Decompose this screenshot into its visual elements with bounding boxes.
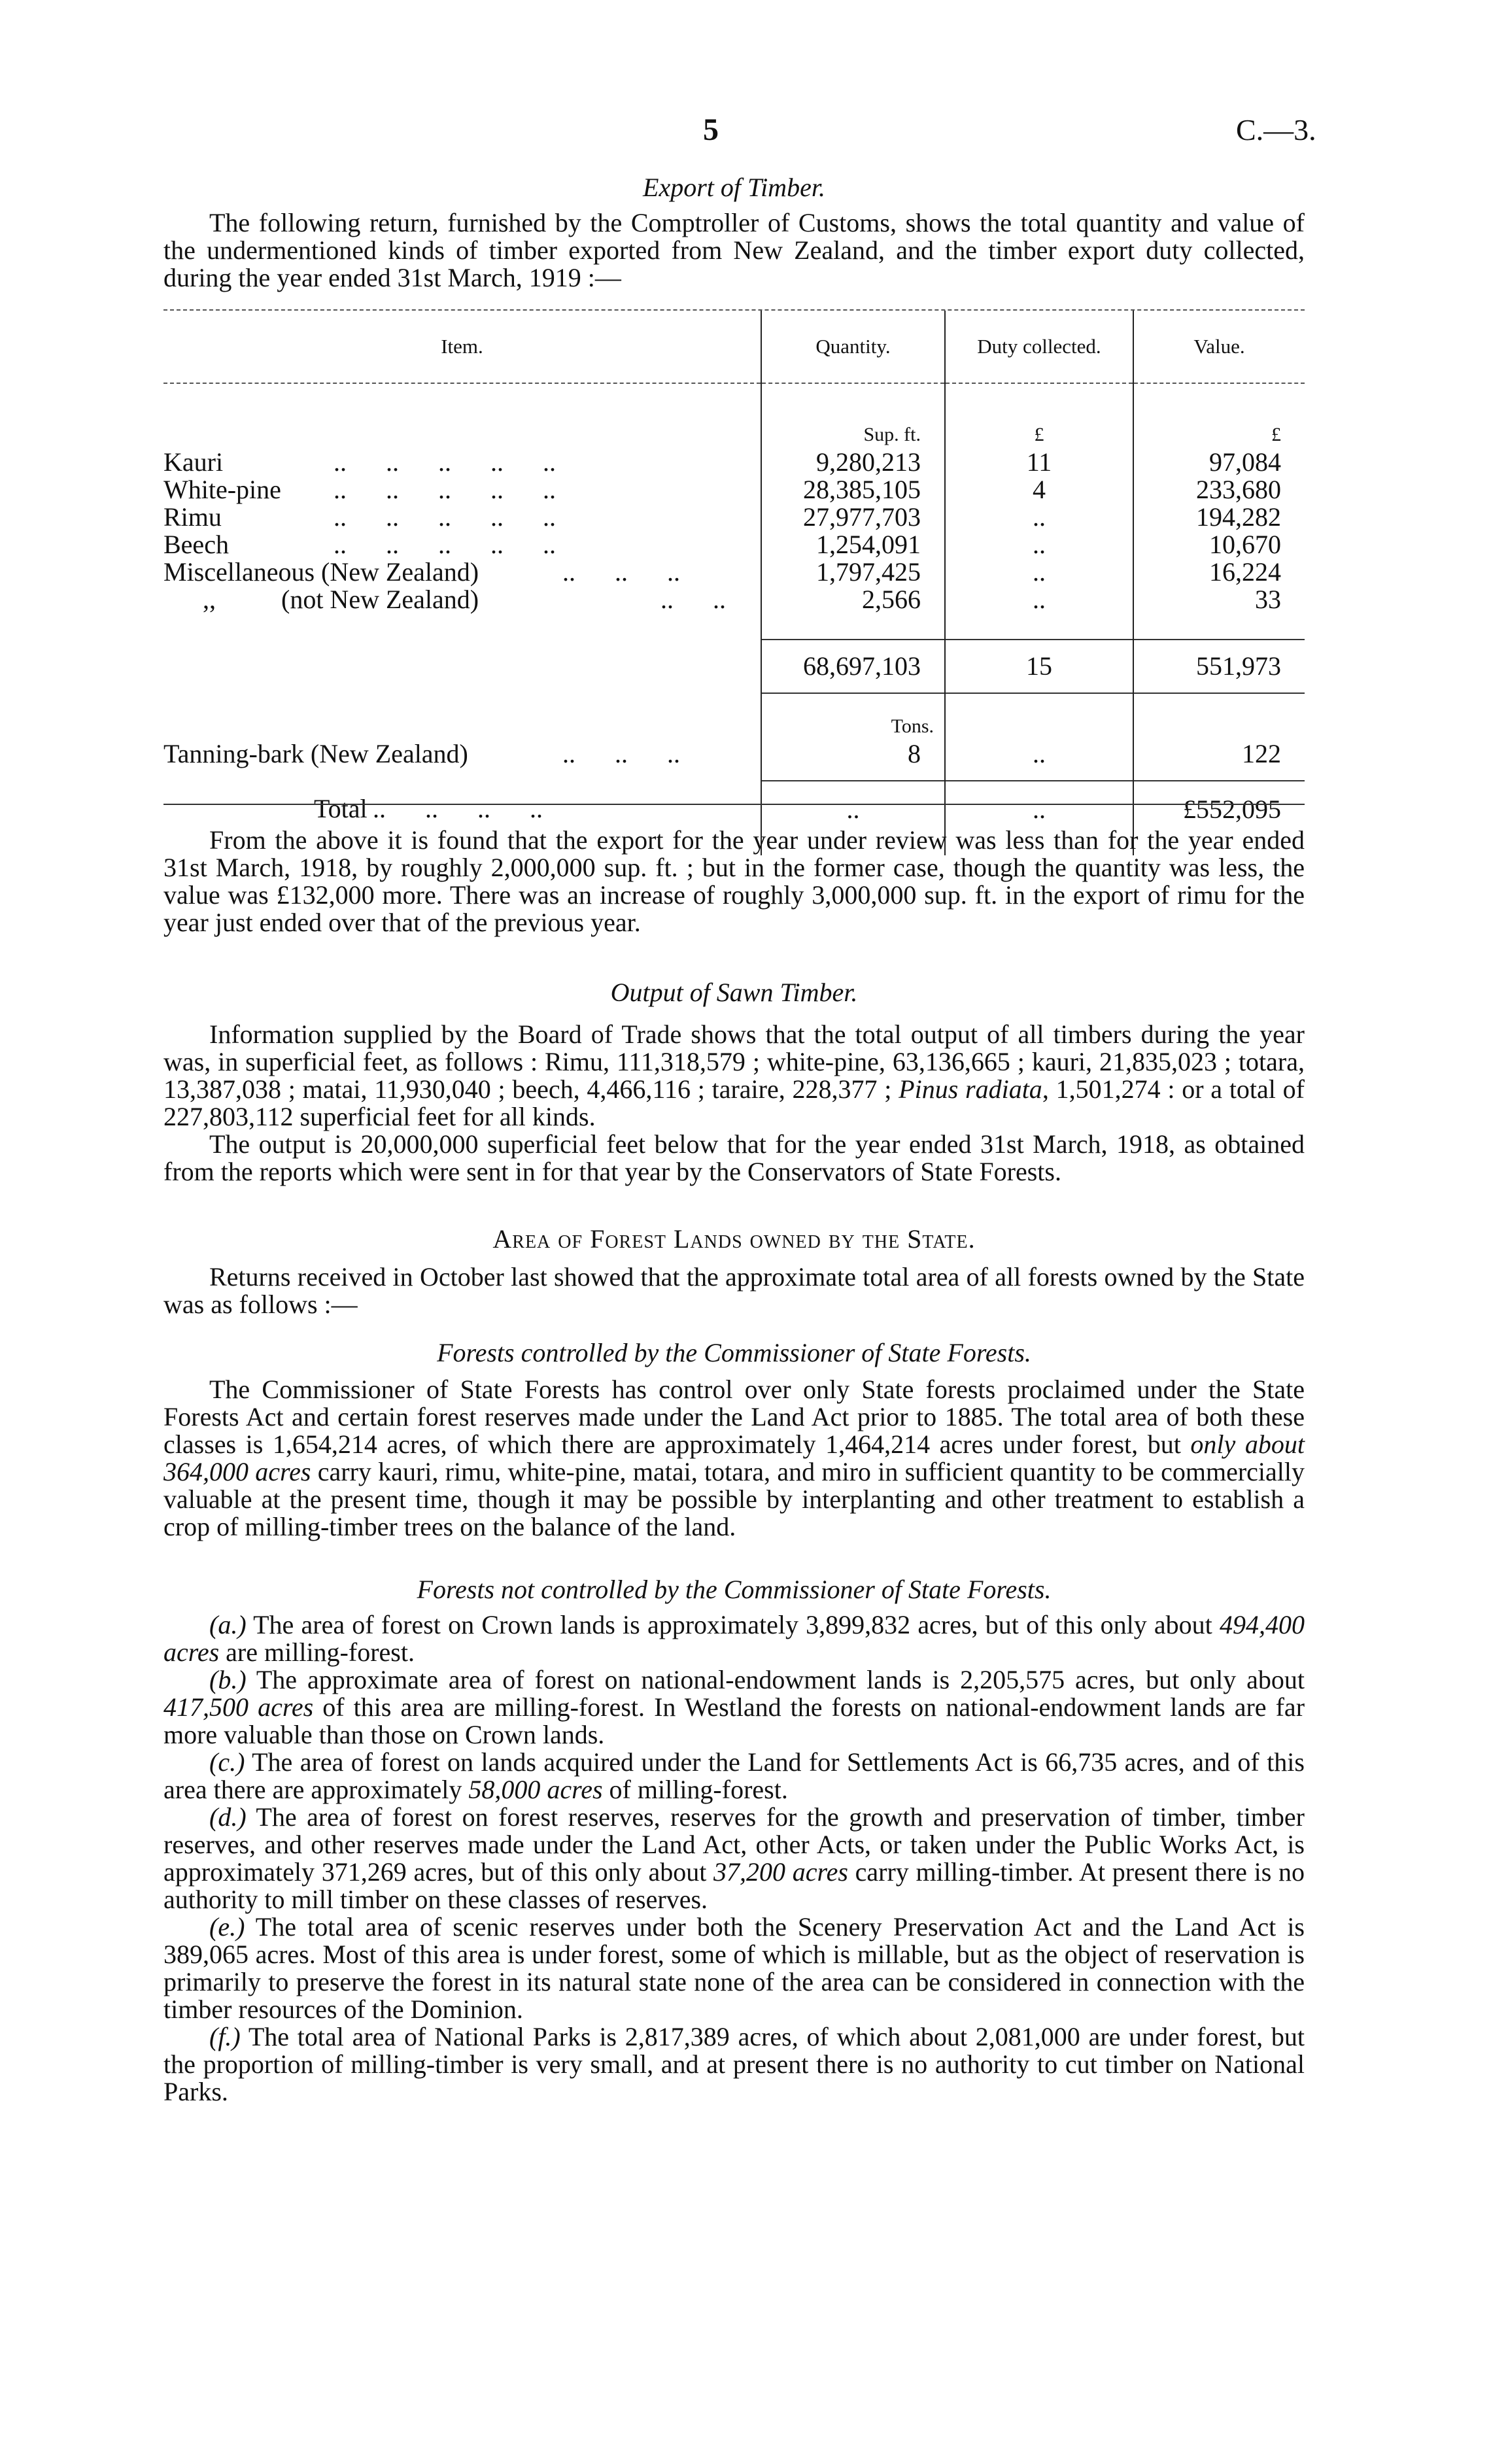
list-item-c: [163, 1749, 1305, 1804]
not-controlled-title: Forests not controlled by the Commissioner of State Forests.: [417, 1575, 1052, 1604]
header-value: Value.: [1133, 311, 1305, 383]
unit-quantity: Sup. ft.: [761, 383, 945, 449]
not-controlled-list: [163, 1611, 1305, 2106]
header-duty: Duty collected.: [945, 311, 1133, 383]
row-quantity: 2,566: [761, 586, 945, 613]
text: of milling-forest.: [602, 1775, 788, 1804]
leader-dots: .. .. ..: [549, 739, 680, 768]
export-table: [163, 311, 1305, 855]
text: The Commissioner of State Forests has control over only State forests proclaimed under the State Forests Act and certain forest reserves made under the Land Act prior to 1885. The total area of both these classes is 1,654,214 acres, of which there are approximately 1,464,214 acres under forest, but: [163, 1375, 1305, 1459]
text: Information supplied by the Board of Trade shows that the total output of all timbers during the year was, in superficial feet, as follows : Rimu, 111,318,579 ; white-pine, 63,136,665 ; kauri, 21,835,023 ; totara, 13,387,038 ; matai, 11,930,040 ; beech, 4,466,116 ; taraire, 228,377 ;: [163, 1019, 1305, 1104]
row-value: 194,282: [1133, 504, 1305, 531]
total-duty: ..: [945, 781, 1133, 837]
total-value: £552,095: [1133, 781, 1305, 837]
row-item: Rimu: [163, 502, 222, 532]
row-value: 233,680: [1133, 476, 1305, 504]
controlled-title: Forests controlled by the Commissioner of State Forests.: [437, 1338, 1031, 1367]
row-quantity: 8: [761, 740, 945, 768]
item-label: (f.): [209, 2022, 241, 2051]
list-item-a: [163, 1611, 1305, 1666]
italic-text: 417,500 acres: [163, 1692, 314, 1722]
list-item-d: [163, 1804, 1305, 1913]
row-item: ,, (not New Zealand): [203, 585, 479, 614]
text: The area of forest on forest reserves, reserves for the growth and preservation of timber, timber reserves, and other reserves made under the Land Act, other Acts, or taken under the Public Works Act, is approximately 371,269 acres, but of this only about: [163, 1802, 1305, 1887]
item-label: (b.): [209, 1665, 247, 1694]
leader-dots: .. .. .. ..: [373, 794, 543, 823]
row-item: Miscellaneous (New Zealand): [163, 557, 479, 587]
page-number: 5: [703, 112, 719, 147]
text: The area of forest on Crown lands is approximately 3,899,832 acres, but of this only about: [253, 1610, 1220, 1639]
subtotal-value: 551,973: [1133, 640, 1305, 693]
output-paragraph-1: [163, 1021, 1305, 1131]
header-item: Item.: [441, 335, 483, 358]
text: are milling-forest.: [219, 1637, 415, 1667]
row-value: 10,670: [1133, 531, 1305, 558]
subtotal-duty: 15: [945, 640, 1133, 693]
row-item: Kauri: [163, 447, 224, 477]
row-item: Beech: [163, 530, 229, 559]
text: The total area of National Parks is 2,817,389 acres, of which about 2,081,000 are under forest, but the proportion of milling-timber is very small, and at present there is no authority to cut timber on National Parks.: [163, 2022, 1305, 2106]
table-bottom-rule: [163, 804, 1305, 805]
text: of this area are milling-forest. In Westland the forests on national-endowment lands are far more valuable than those on Crown lands.: [163, 1692, 1305, 1749]
row-quantity: 28,385,105: [761, 476, 945, 504]
table-row: [163, 531, 1305, 558]
export-section: [163, 174, 1305, 292]
list-item-f: [163, 2023, 1305, 2106]
unit-tons: Tons.: [761, 693, 945, 740]
text: The approximate area of forest on national-endowment lands is 2,205,575 acres, but only about: [256, 1665, 1305, 1694]
italic-text: only about 364,000 acres: [163, 1429, 1305, 1486]
row-value: 33: [1133, 586, 1305, 613]
row-duty: ..: [945, 531, 1133, 558]
units-row: [163, 383, 1305, 449]
export-intro: The following return, furnished by the Comptroller of Customs, shows the total quantity and value of the undermentioned kinds of timber exported from New Zealand, and the timber export duty collected, during the year ended 31st March, 1919 :—: [163, 208, 1305, 292]
controlled-paragraph: [163, 1376, 1305, 1541]
item-label: (d.): [209, 1802, 247, 1832]
export-title: Export of Timber.: [643, 173, 825, 202]
header-quantity: Quantity.: [761, 311, 945, 383]
item-label: (a.): [209, 1610, 247, 1639]
row-quantity: 1,797,425: [761, 558, 945, 586]
area-intro: Returns received in October last showed that the approximate total area of all forests owned by the State was as follows :—: [163, 1262, 1305, 1319]
area-section: [163, 1225, 1305, 2106]
row-value: 16,224: [1133, 558, 1305, 586]
row-duty: ..: [945, 558, 1133, 586]
total-label: Total: [314, 794, 368, 823]
row-duty: ..: [945, 586, 1133, 613]
row-quantity: 9,280,213: [761, 449, 945, 476]
leader-dots: [320, 530, 556, 559]
table-row: [163, 558, 1305, 586]
subtotal-quantity: 68,697,103: [761, 640, 945, 693]
row-duty: 4: [945, 476, 1133, 504]
export-commentary: [163, 827, 1305, 936]
row-value: 122: [1133, 740, 1305, 768]
table-row: [163, 504, 1305, 531]
row-item: Tanning-bark (New Zealand): [163, 739, 468, 768]
row-duty: ..: [945, 740, 1133, 768]
table-header-row: [163, 311, 1305, 383]
table-row: [163, 476, 1305, 504]
subtotal-row: [163, 640, 1305, 693]
table-row: [163, 586, 1305, 613]
list-item-e: [163, 1913, 1305, 2023]
italic-text: 58,000 acres: [468, 1775, 603, 1804]
bark-row: [163, 740, 1305, 768]
text: carry kauri, rimu, white-pine, matai, totara, and miro in sufficient quantity to be commercially valuable at the present time, though it may be possible by interplanting and other treatment to establish a crop of milling-timber trees on the balance of the land.: [163, 1457, 1305, 1541]
item-label: (e.): [209, 1912, 245, 1942]
italic-text: 494,400 acres: [163, 1610, 1305, 1667]
text: The total area of scenic reserves under both the Scenery Preservation Act and the Land Act is 389,065 acres. Most of this area is under forest, some of which is millable, but as the object of reservation is primarily to preserve the forest in its natural state none of the area can be considered in connection with the timber resources of the Dominion.: [163, 1912, 1305, 2024]
export-after-paragraph: From the above it is found that the export for the year under review was less than for the year ended 31st March, 1918, by roughly 2,000,000 sup. ft. ; but in the former case, though the quantity was less, the value was £132,000 more. There was an increase of roughly 3,000,000 sup. ft. in the export of rimu for the year just ended over that of the previous year.: [163, 825, 1305, 937]
list-item-b: [163, 1666, 1305, 1749]
text: , 1,501,274 : or a total of 227,803,112 superficial feet for all kinds.: [163, 1074, 1305, 1131]
italic-text: 37,200 acres: [713, 1857, 848, 1887]
unit-value: £: [1133, 383, 1305, 449]
output-paragraph-2: The output is 20,000,000 superficial feet below that for the year ended 31st March, 1918, as obtained from the reports which were sent in for that year by the Conservators of State Forests.: [163, 1129, 1305, 1186]
output-title: Output of Sawn Timber.: [610, 978, 858, 1007]
text: The area of forest on lands acquired under the Land for Settlements Act is 66,735 acres, and of this area there are approximately: [163, 1747, 1305, 1804]
bark-unit-row: [163, 693, 1305, 740]
area-title: Area of Forest Lands owned by the State.: [492, 1224, 976, 1254]
leader-dots: [320, 502, 556, 532]
document-reference: C.—3.: [1236, 113, 1316, 146]
row-duty: 11: [945, 449, 1133, 476]
output-section: [163, 979, 1305, 1186]
table-row: [163, 449, 1305, 476]
total-quantity: ..: [761, 781, 945, 837]
row-item: White-pine: [163, 475, 281, 504]
row-value: 97,084: [1133, 449, 1305, 476]
item-label: (c.): [209, 1747, 245, 1777]
leader-dots: [320, 447, 556, 477]
row-quantity: 1,254,091: [761, 531, 945, 558]
leader-dots: .. ..: [621, 585, 726, 614]
italic-text: Pinus radiata: [899, 1074, 1042, 1104]
unit-duty: £: [945, 383, 1133, 449]
leader-dots: .. .. ..: [549, 557, 680, 587]
row-quantity: 27,977,703: [761, 504, 945, 531]
row-duty: ..: [945, 504, 1133, 531]
leader-dots: [320, 475, 556, 504]
text: carry milling-timber. At present there is no authority to mill timber on these classes of reserves.: [163, 1857, 1305, 1914]
